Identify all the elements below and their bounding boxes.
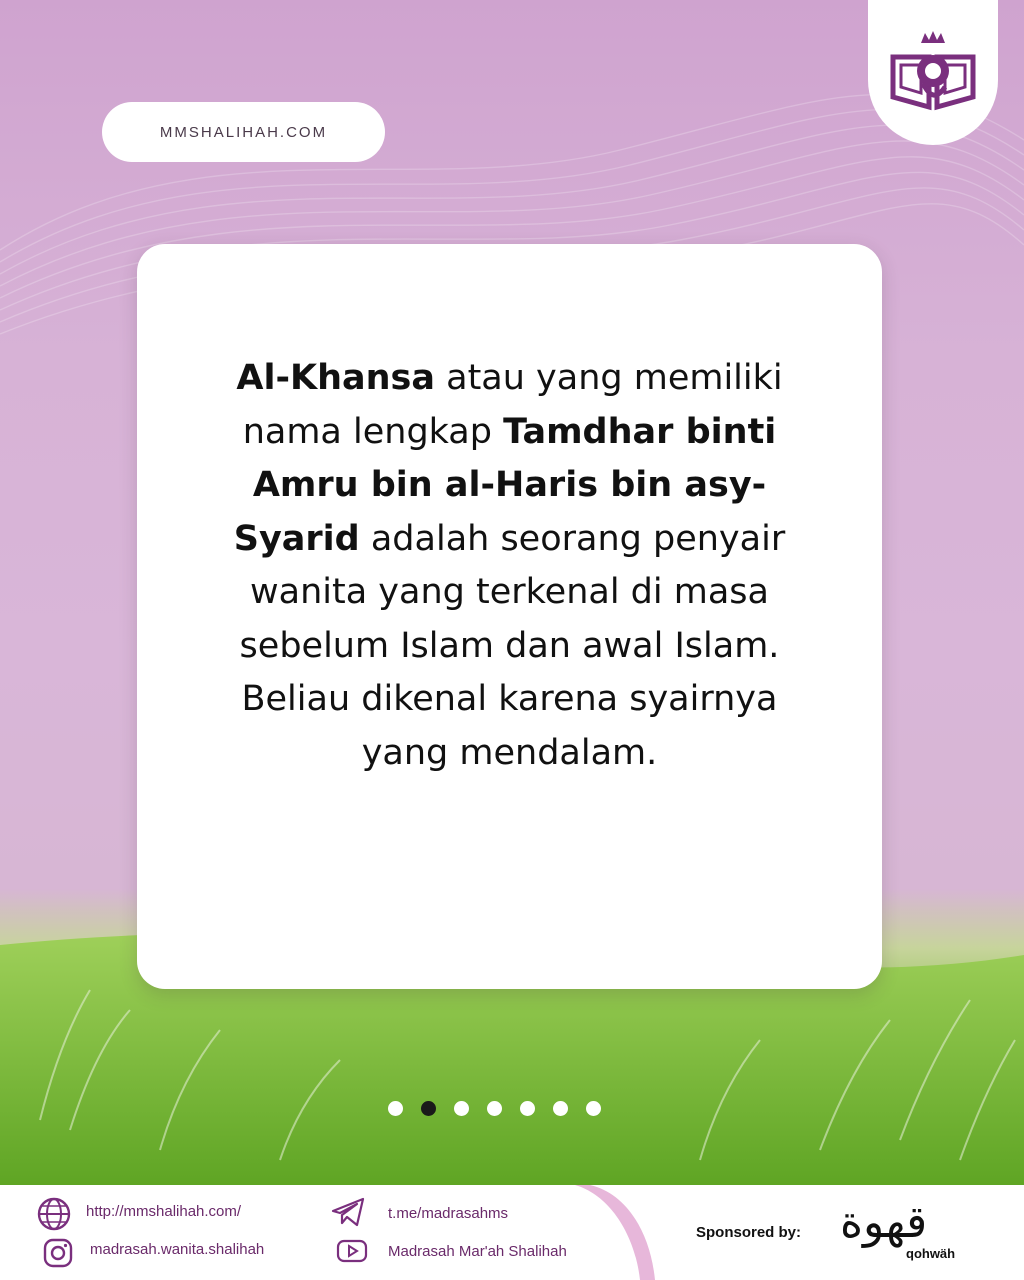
telegram-label: t.me/madrasahms [388,1204,509,1222]
sponsor-latin-text: qohwäh [906,1246,956,1261]
site-url-badge [102,102,385,162]
website-label: http://mmshalihah.com/ [86,1202,242,1220]
youtube-icon [334,1233,370,1269]
site-url-label: MMSHALIHAH.COM [159,123,328,141]
globe-icon [36,1196,72,1232]
carousel-dot-active[interactable] [421,1101,436,1116]
name-short-bold: Al-Khansa [236,358,435,398]
carousel-dot[interactable] [586,1101,601,1116]
carousel-indicator [388,1101,601,1117]
text-span-1: atau yang memiliki nama lengkap [242,358,783,452]
instagram-label: madrasah.wanita.shalihah [90,1240,265,1258]
name-full-bold: Tamdhar binti Amru bin al-Haris bin asy-Syarid [233,411,777,559]
footer-youtube-link[interactable] [334,1233,567,1269]
sponsor-logo [836,1198,976,1268]
carousel-dot[interactable] [487,1101,502,1116]
footer-telegram-link[interactable] [330,1194,509,1230]
instagram-icon [40,1235,76,1271]
carousel-dot[interactable] [520,1101,535,1116]
footer-instagram-link[interactable] [40,1235,264,1271]
carousel-dot[interactable] [553,1101,568,1116]
card-paragraph [217,352,802,780]
brand-logo-badge [868,0,998,145]
carousel-dot[interactable] [388,1101,403,1116]
crown-book-logo-icon [883,27,983,119]
content-card [137,244,882,989]
footer-website-link[interactable] [36,1196,241,1232]
youtube-label: Madrasah Mar'ah Shalihah [388,1242,567,1260]
sponsor-label: Sponsored by: [696,1224,802,1241]
sponsor-arabic-text: قهوة [840,1197,928,1248]
text-span-2: adalah seorang penyair wanita yang terkenal di masa sebelum Islam dan awal Islam. Beliau dikenal karena syairnya yang mendalam. [239,518,786,773]
telegram-icon [330,1194,366,1230]
carousel-dot[interactable] [454,1101,469,1116]
